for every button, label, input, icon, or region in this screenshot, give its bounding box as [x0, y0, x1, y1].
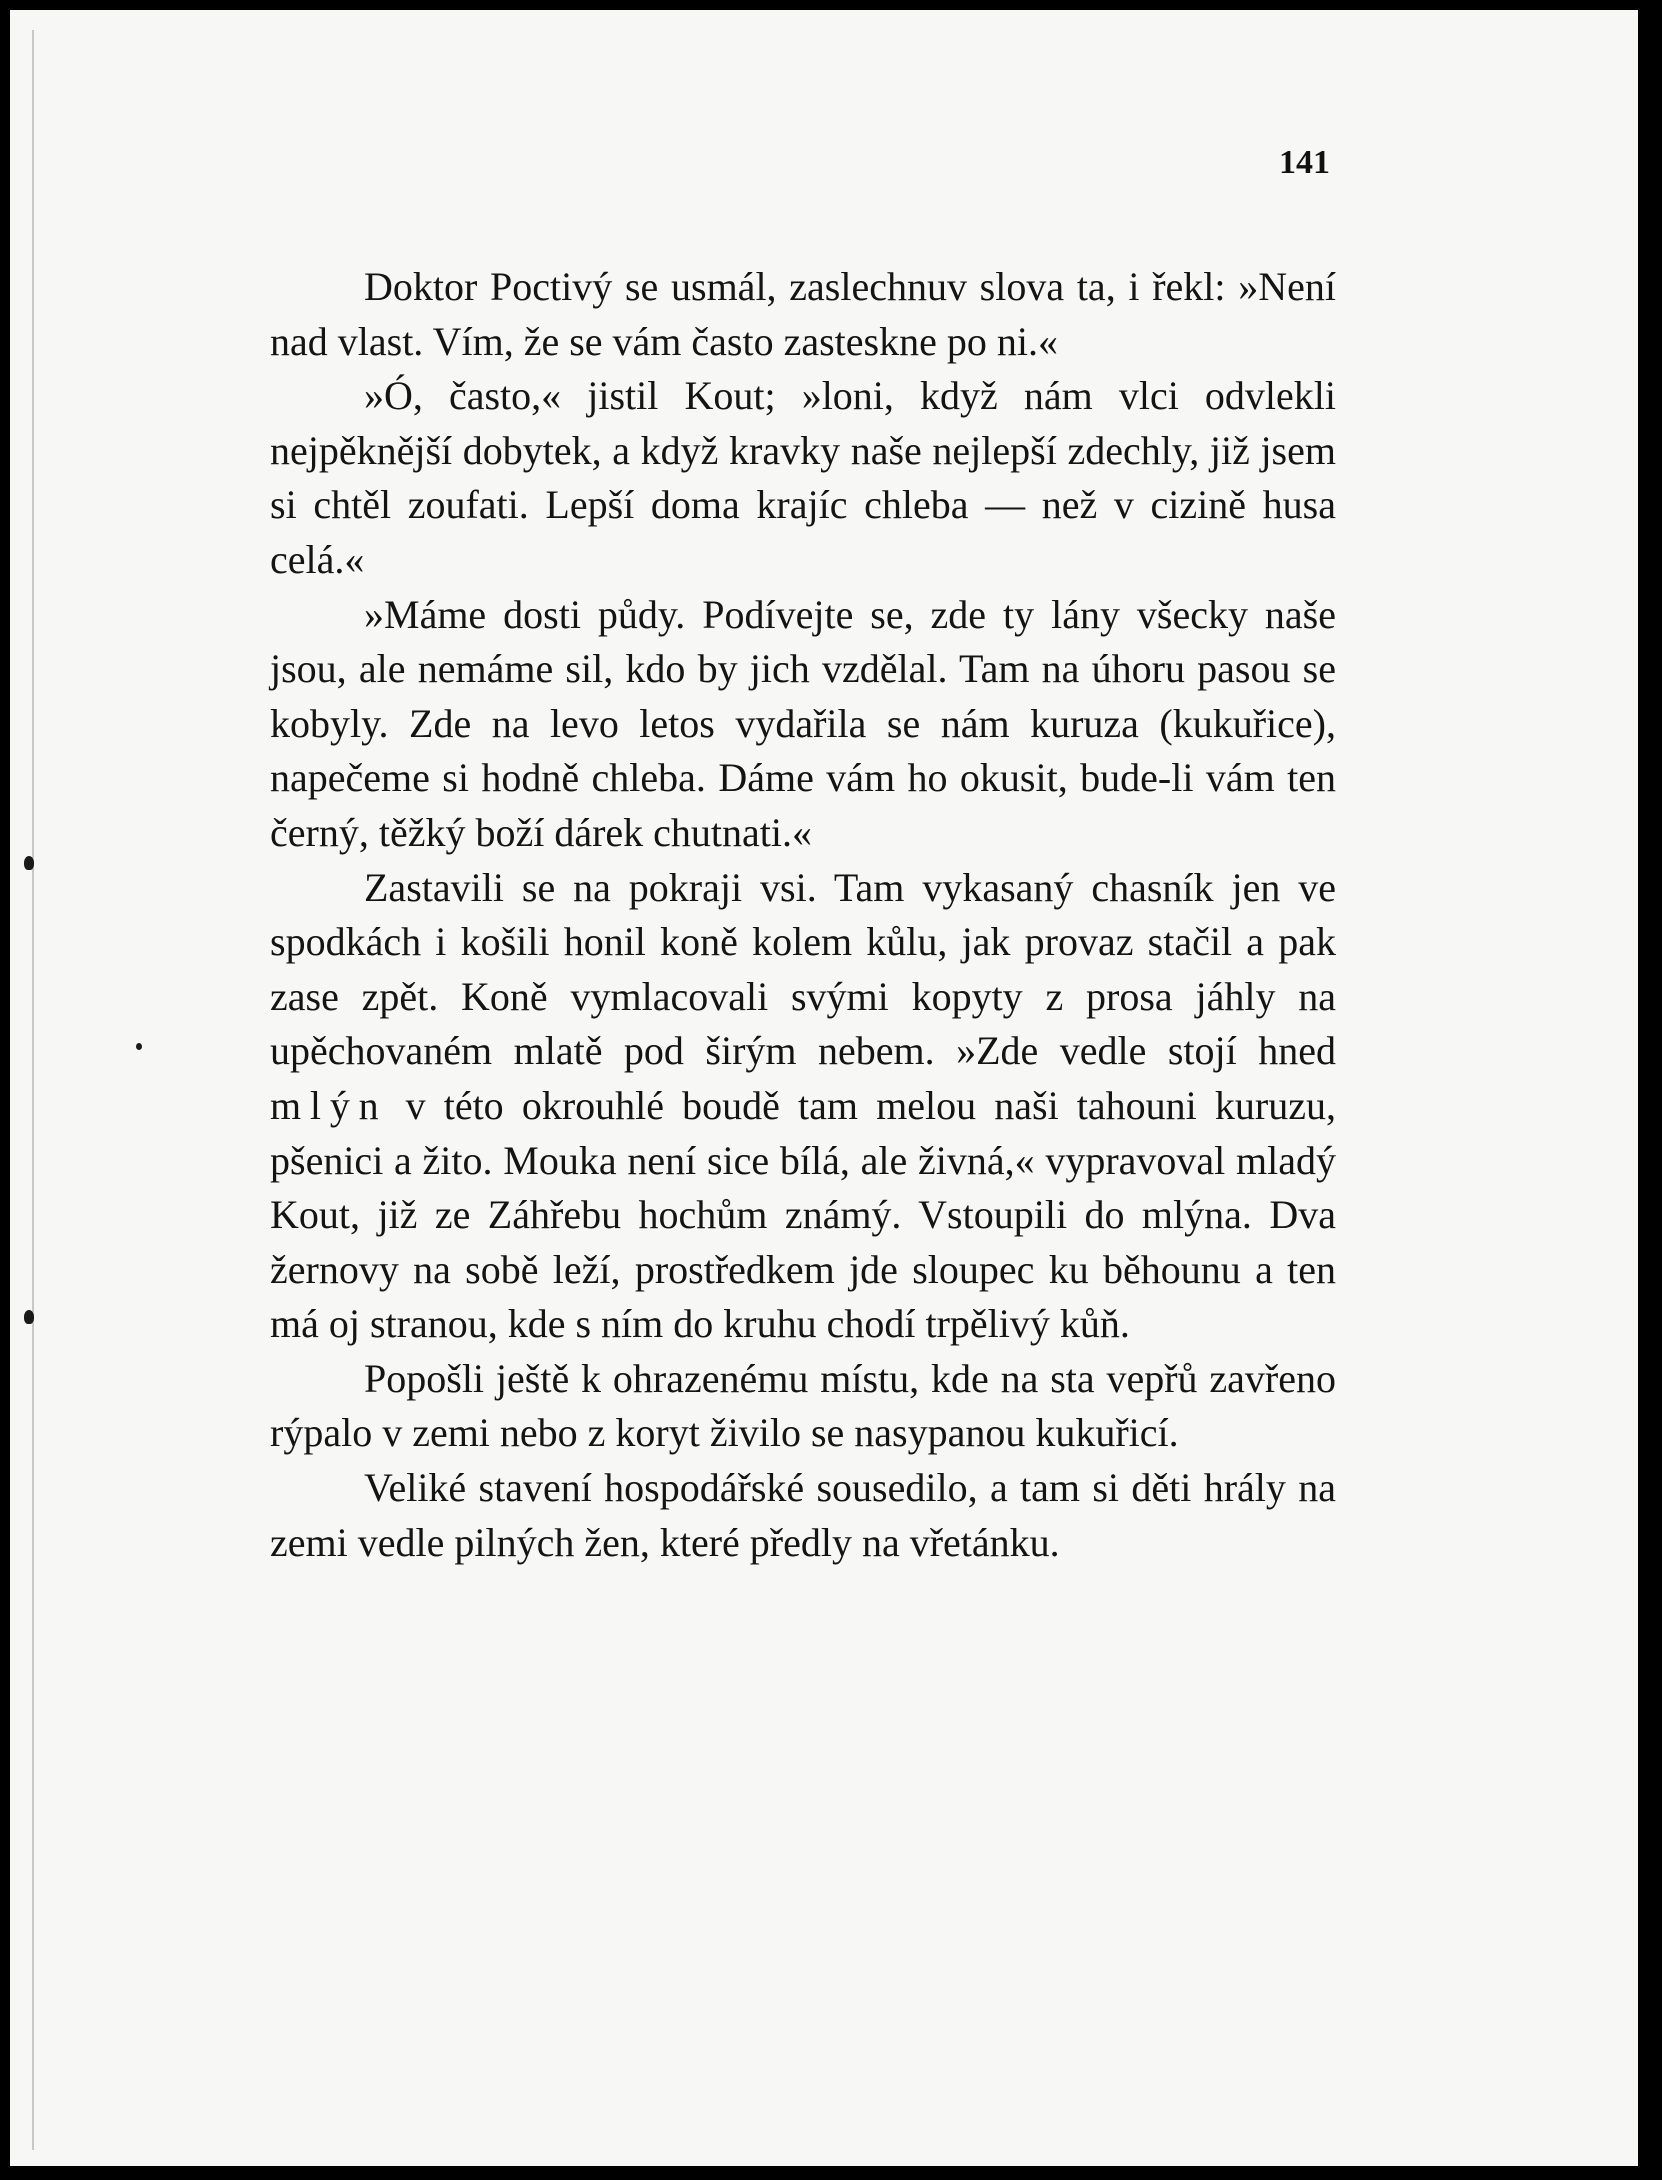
book-page	[10, 10, 1638, 2166]
paragraph-4-part-2: v této okrouhlé boudě tam melou naši tahouni kuruzu, pšenici a žito. Mouka není sice bílá, ale živná,« vypravoval mladý Kout, již ze Záhřebu hochům známý. Vstoupili do mlýna. Dva žernovy na sobě leží, prostředkem jde sloupec ku běhounu a ten má oj stranou, kde s ním do kruhu chodí trpělivý kůň.	[270, 1082, 1336, 1347]
margin-mark	[136, 1043, 142, 1050]
page-number: 141	[1279, 144, 1330, 181]
paragraph-5: Popošli ještě k ohrazenému místu, kde na sta vepřů zavřeno rýpalo v zemi nebo z koryt živilo se nasypanou kukuřicí.	[270, 1355, 1336, 1456]
paragraph-2: »Ó, často,« jistil Kout; »loni, když nám vlci odvlekli nejpěknější dobytek, a když kravky naše nejlepší zdechly, již jsem si chtěl zoufati. Lepší doma krajíc chleba — než v cizině husa celá.«	[270, 373, 1336, 582]
paragraph-1: Doktor Poctivý se usmál, zaslechnuv slova ta, i řekl: »Není nad vlast. Vím, že se vám často zasteskne po ni.«	[270, 264, 1336, 364]
paragraph-6: Veliké stavení hospodářské sousedilo, a tam si děti hrály na zemi vedle pilných žen, které předly na vřetánku.	[270, 1465, 1336, 1565]
binding-edge	[32, 30, 34, 2150]
margin-mark	[24, 1310, 34, 1324]
spaced-word-mlyn: mlýn	[270, 1082, 388, 1128]
paragraph-4-part-1: Zastavili se na pokraji vsi. Tam vykasaný chasník jen ve spodkách i košili honil koně kolem kůlu, jak provaz stačil a pak zase zpět. Koně vymlacovali svými kopyty z prosa jáhly na upěchovaném mlatě pod širým nebem. »Zde vedle stojí hned	[270, 864, 1336, 1074]
paragraph-4	[270, 861, 1336, 1352]
margin-mark	[24, 856, 34, 870]
paragraph-3: »Máme dosti půdy. Podívejte se, zde ty lány všecky naše jsou, ale nemáme sil, kdo by jich vzdělal. Tam na úhoru pasou se kobyly. Zde na levo letos vydařila se nám kuruza (kukuřice), napečeme si hodně chleba. Dáme vám ho okusit, bude-li vám ten černý, těžký boží dárek chutnati.«	[270, 591, 1336, 855]
body-text	[270, 260, 1336, 1570]
